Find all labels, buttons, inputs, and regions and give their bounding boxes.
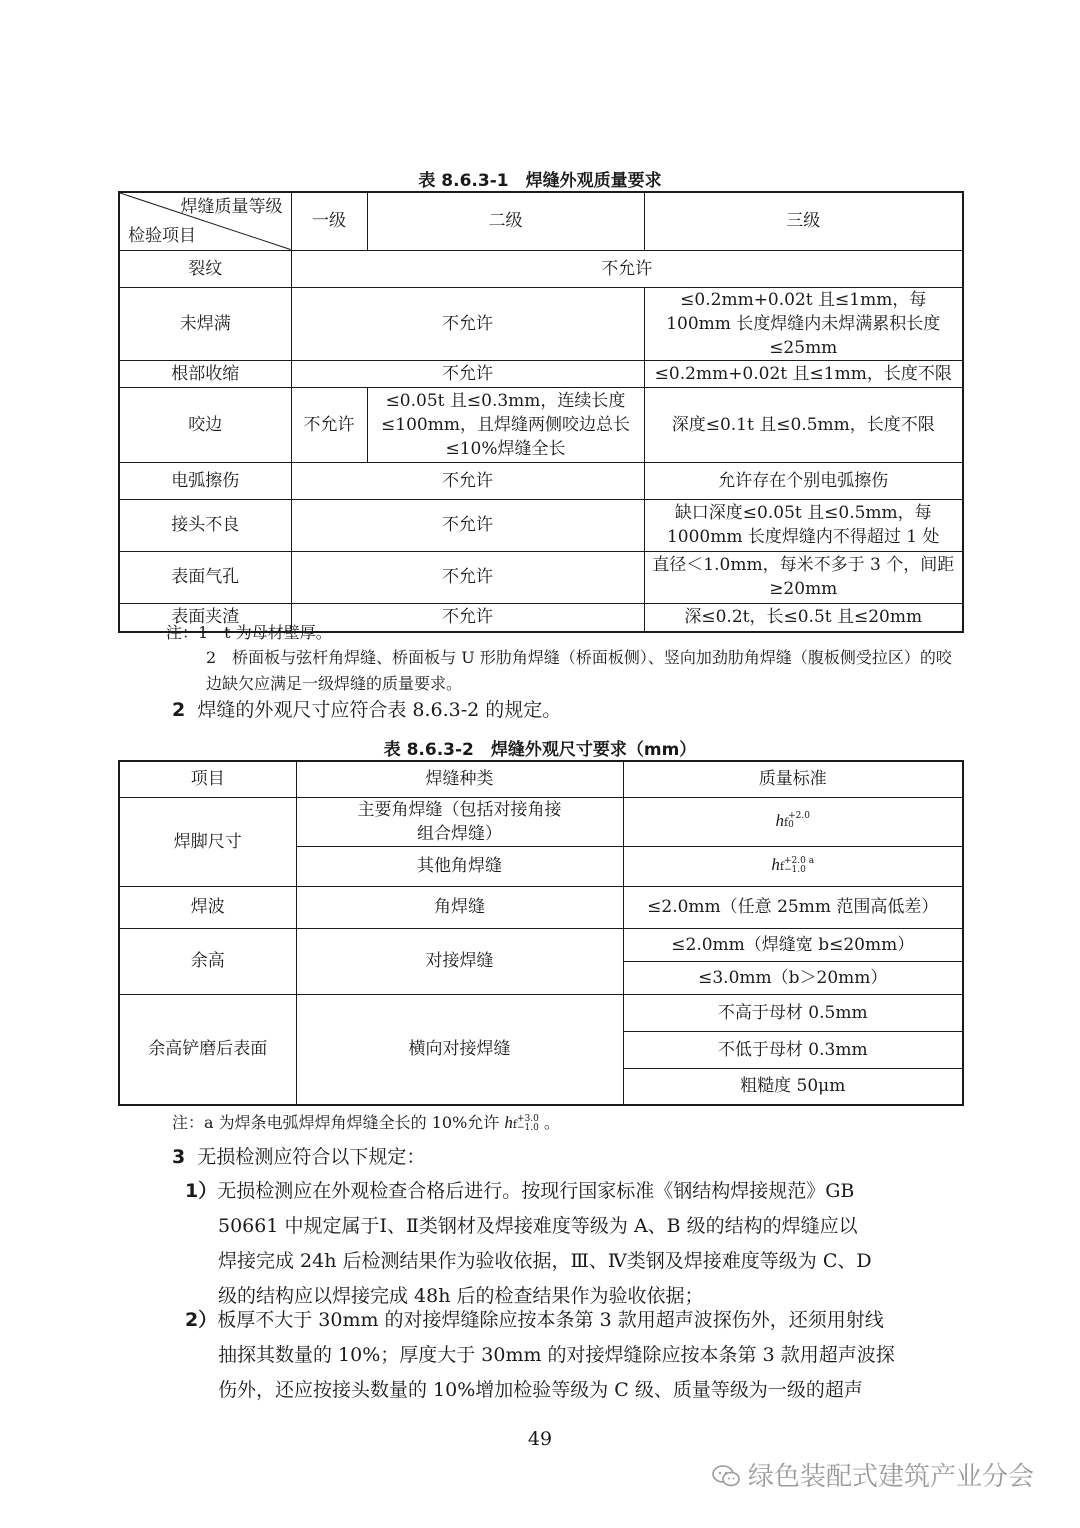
row-standard: 不高于母材 0.5mm xyxy=(623,994,963,1031)
header-grade-label: 焊缝质量等级 xyxy=(180,197,283,217)
paragraph-2 xyxy=(172,693,561,728)
row-value: 不允许 xyxy=(291,250,963,287)
row-value: 直径＜1.0mm，每米不多于 3 个，间距≥20mm xyxy=(644,551,963,603)
row-item: 裂纹 xyxy=(119,250,291,287)
row-value: 缺口深度≤0.05t 且≤0.5mm，每 1000mm 长度焊缝内不得超过 1 处 xyxy=(644,499,963,551)
table2-note: 注：a 为焊条电弧焊焊角焊缝全长的 10%允许 hf +3.0 −1.0 。 xyxy=(172,1113,560,1133)
header-grade-2: 二级 xyxy=(367,192,644,250)
row-value: 深≤0.2t，长≤0.5t 且≤20mm xyxy=(644,603,963,632)
row-value: 不允许 xyxy=(291,360,644,387)
row-weld-type: 对接焊缝 xyxy=(296,928,623,994)
row-item: 表面气孔 xyxy=(119,551,291,603)
row-value: ≤0.2mm+0.02t 且≤1mm，每 100mm 长度焊缝内未焊满累积长度≤25mm xyxy=(644,287,963,360)
list-item-number: 1） xyxy=(185,1180,218,1202)
row-item: 表面夹渣 xyxy=(119,603,291,632)
weld-dimension-table xyxy=(118,760,964,1106)
row-standard: hf +2.0 0 xyxy=(623,797,963,846)
header-item-label: 检验项目 xyxy=(128,225,196,246)
row-value: 不允许 xyxy=(291,462,644,499)
row-value: 不允许 xyxy=(291,551,644,603)
row-value: 不允许 xyxy=(291,287,644,360)
row-value: 不允许 xyxy=(291,499,644,551)
row-value: 不允许 xyxy=(291,387,367,462)
row-item: 焊脚尺寸 xyxy=(119,797,296,886)
row-item: 接头不良 xyxy=(119,499,291,551)
header-item: 项目 xyxy=(119,761,296,797)
row-standard: 不低于母材 0.3mm xyxy=(623,1031,963,1068)
paragraph-3 xyxy=(172,1140,425,1175)
page-number: 49 xyxy=(527,1428,553,1450)
header-weld-type: 焊缝种类 xyxy=(296,761,623,797)
watermark-text: 绿色装配式建筑产业分会 xyxy=(748,1462,1035,1492)
row-standard: hf +2.0 a −1.0 xyxy=(623,846,963,886)
row-value: 允许存在个别电弧擦伤 xyxy=(644,462,963,499)
row-item: 根部收缩 xyxy=(119,360,291,387)
list-item-2: 2）板厚不大于 30mm 的对接焊缝除应按本条第 3 款用超声波探伤外，还须用射线 抽探其数量的 10%；厚度大于 30mm 的对接焊缝除应按本条第 3 款用超声波探 伤外，还应按接头数量的 10%增加检验等级为 C 级、质量等级为一级的超声 xyxy=(185,1309,895,1401)
row-item: 焊波 xyxy=(119,886,296,928)
row-item: 余高 xyxy=(119,928,296,994)
row-weld-type: 角焊缝 xyxy=(296,886,623,928)
row-item: 未焊满 xyxy=(119,287,291,360)
weld-appearance-quality-table xyxy=(118,191,964,633)
paragraph-number: 2 xyxy=(172,699,186,721)
row-standard: ≤2.0mm（任意 25mm 范围高低差） xyxy=(623,886,963,928)
table1-note-1: 注：1 t 为母材壁厚。 xyxy=(166,623,332,642)
wechat-icon xyxy=(712,1465,740,1487)
row-standard: ≤2.0mm（焊缝宽 b≤20mm） xyxy=(623,928,963,961)
row-weld-type: 主要角焊缝（包括对接角接组合焊缝） xyxy=(296,797,623,846)
paragraph-text: 焊缝的外观尺寸应符合表 8.6.3-2 的规定。 xyxy=(197,699,562,721)
table1-note-2: 2 桥面板与弦杆角焊缝、桥面板与 U 形肋角焊缝（桥面板侧）、竖向加劲肋角焊缝（腹板侧受拉区）的咬边缺欠应满足一级焊缝的质量要求。 xyxy=(206,648,952,693)
row-value: ≤0.05t 且≤0.3mm，连续长度≤100mm，且焊缝两侧咬边总长≤10%焊缝全长 xyxy=(367,387,644,462)
row-item: 余高铲磨后表面 xyxy=(119,994,296,1105)
row-standard: ≤3.0mm（b＞20mm） xyxy=(623,961,963,994)
paragraph-number: 3 xyxy=(172,1146,186,1168)
header-grade-1: 一级 xyxy=(291,192,367,250)
table1-caption: 表 8.6.3-1 焊缝外观质量要求 xyxy=(418,171,662,191)
header-quality-standard: 质量标准 xyxy=(623,761,963,797)
paragraph-text: 无损检测应符合以下规定： xyxy=(197,1146,426,1168)
row-standard: 粗糙度 50μm xyxy=(623,1068,963,1105)
list-item-number: 2） xyxy=(185,1309,218,1331)
table2-caption: 表 8.6.3-2 焊缝外观尺寸要求（mm） xyxy=(383,740,697,760)
list-item-1: 1）无损检测应在外观检查合格后进行。按现行国家标准《钢结构焊接规范》GB 50661 中规定属于Ⅰ、Ⅱ类钢材及焊接难度等级为 A、B 级的结构的焊缝应以 焊接完成 24h 后检测结果作为验收依据，Ⅲ、Ⅳ类钢及焊接难度等级为 C、D 级的结构应以焊接完成 48h 后的检查结果作为验收依据； xyxy=(185,1180,872,1307)
row-value: 深度≤0.1t 且≤0.5mm，长度不限 xyxy=(644,387,963,462)
row-value: 不允许 xyxy=(291,603,644,632)
watermark xyxy=(712,1456,1034,1493)
row-weld-type: 其他角焊缝 xyxy=(296,846,623,886)
row-item: 电弧擦伤 xyxy=(119,462,291,499)
header-grade-3: 三级 xyxy=(644,192,963,250)
row-item: 咬边 xyxy=(119,387,291,462)
diagonal-header-cell xyxy=(119,192,291,250)
row-weld-type: 横向对接焊缝 xyxy=(296,994,623,1105)
row-value: ≤0.2mm+0.02t 且≤1mm，长度不限 xyxy=(644,360,963,387)
